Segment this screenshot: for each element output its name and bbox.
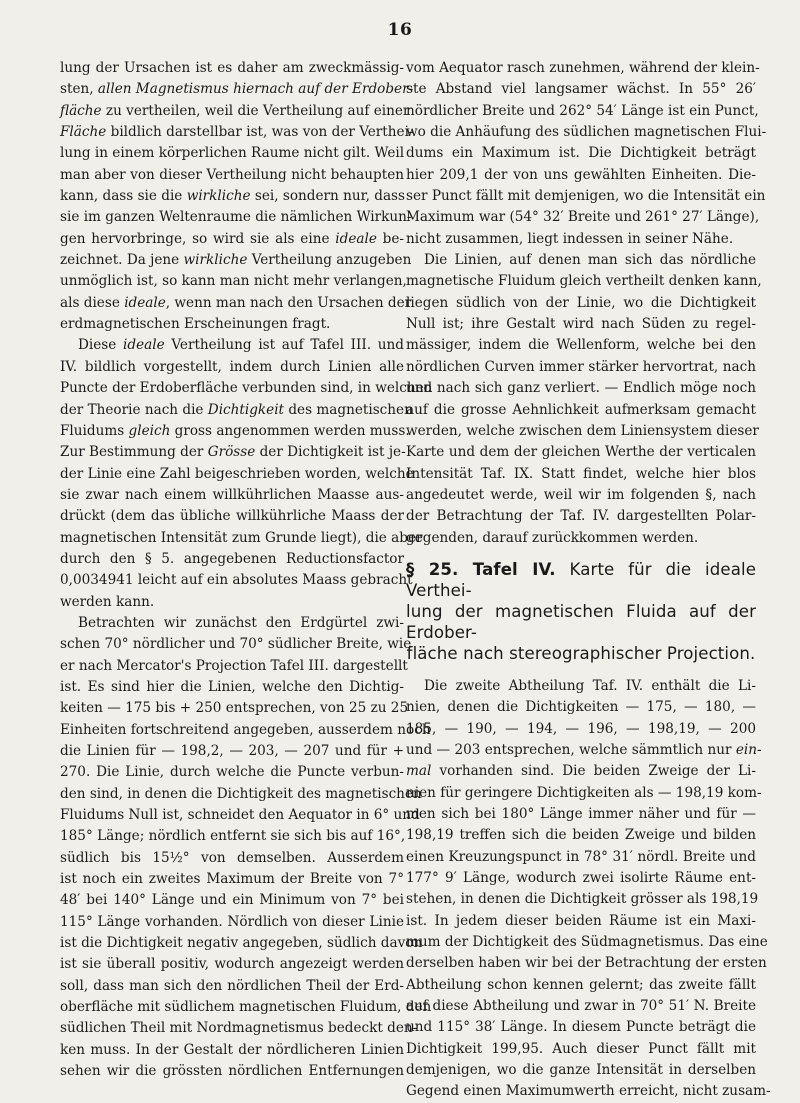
text-line xyxy=(406,719,756,740)
text-line xyxy=(60,954,404,975)
text-line xyxy=(406,378,756,399)
text-line xyxy=(60,207,412,228)
text-segment: men sich bei 180° Länge immer näher und für — xyxy=(406,805,756,822)
text-segment: südlichen Theil mit Nordmagnetismus bedeckt den- xyxy=(60,1020,418,1037)
emphasis: mal xyxy=(406,763,432,780)
text-segment: oberfläche mit südlichem magnetischen Fluidum, den xyxy=(60,999,432,1016)
text-line xyxy=(406,79,756,100)
text-segment: Dichtigkeit 199,95. Auch dieser Punct fällt mit xyxy=(406,1040,756,1057)
text-segment: 270. Die Linie, durch welche die Puncte verbun- xyxy=(60,764,404,781)
text-line xyxy=(406,250,756,271)
text-line xyxy=(60,933,423,954)
text-segment: des magnetischen xyxy=(284,401,413,418)
text-segment: gegenden, darauf zurückkommen werden. xyxy=(406,529,699,546)
text-line xyxy=(60,293,412,314)
text-segment: Fluidums xyxy=(60,422,129,439)
text-segment: nördlichen Curven immer stärker hervortrat, nach xyxy=(406,358,756,375)
text-segment: lung in einem körperlichen Raume nicht gilt. Weil xyxy=(60,145,405,162)
text-segment: Intensität Taf. IX. Statt findet, welche hier blos xyxy=(406,465,756,482)
text-segment: 115° Länge vorhanden. Nördlich von dieser Linie xyxy=(60,913,404,930)
text-line xyxy=(406,740,762,761)
text-segment: Abtheilung schon kennen gelernt; das zweite fällt xyxy=(406,976,756,993)
text-line xyxy=(60,314,404,335)
text-line xyxy=(406,58,760,79)
section-heading xyxy=(406,559,756,664)
text-segment: ist. Es sind hier die Linien, welche den Dichtig- xyxy=(60,678,404,695)
text-line xyxy=(406,889,759,910)
text-line xyxy=(60,485,404,506)
text-segment: wo die Anhäufung des südlichen magnetischen Flui- xyxy=(406,124,767,141)
text-segment: Fluidums Null ist, schneidet den Aequator in 6° und xyxy=(60,807,420,824)
text-segment: 0,0034941 leicht auf ein absolutes Maass gebracht xyxy=(60,572,413,589)
text-line xyxy=(60,720,431,741)
text-segment: und 115° 38′ Länge. In diesem Puncte beträgt die xyxy=(406,1019,756,1036)
text-line xyxy=(60,271,407,292)
text-segment: sei, sondern nur, dass xyxy=(250,188,405,205)
text-segment: Diese xyxy=(78,337,124,354)
paragraph xyxy=(406,58,767,250)
text-segment: sehen wir die grössten nördlichen Entfernungen xyxy=(60,1063,404,1080)
text-segment: Die Linien, auf denen man sich das nördliche xyxy=(424,252,756,269)
text-line xyxy=(60,677,404,698)
emphasis: ideale xyxy=(124,294,166,311)
text-segment: dums ein Maximum ist. Die Dichtigkeit beträgt xyxy=(406,145,756,162)
text-line xyxy=(406,122,767,143)
text-segment: keiten — 175 bis + 250 entsprechen, von 25 zu 25 xyxy=(60,700,409,717)
text-segment: liegen südlich von der Linie, wo die Dichtigkeit xyxy=(406,294,756,311)
text-segment: Puncte der Erdoberfläche verbunden sind, in welchen xyxy=(60,380,433,397)
text-segment: Die zweite Abtheilung Taf. IV. enthält die Li- xyxy=(424,677,756,694)
text-line xyxy=(60,400,413,421)
text-segment: sten, xyxy=(60,81,98,98)
emphasis: Fläche xyxy=(60,124,107,141)
text-line xyxy=(60,570,413,591)
right-column xyxy=(406,58,771,1103)
text-line xyxy=(406,314,756,335)
text-line xyxy=(60,912,404,933)
text-segment: durch den § 5. angegebenen Reductionsfactor xyxy=(60,550,404,567)
text-segment: ste Abstand viel langsamer wächst. In 55° 26′ xyxy=(406,81,756,98)
text-line xyxy=(60,464,414,485)
text-line xyxy=(406,143,756,164)
text-segment: magnetische Fluidum gleich vertheilt denken kann, xyxy=(406,273,762,290)
emphasis: allen Magnetismus hiernach auf der Erdober- xyxy=(97,81,414,98)
text-segment: der Linie eine Zahl beigeschrieben worden, welche xyxy=(60,465,414,482)
text-segment: stehen, in denen die Dichtigkeit grösser als 198,19 xyxy=(406,891,759,908)
text-line xyxy=(60,997,432,1018)
text-segment: ser Punct fällt mit demjenigen, wo die Intensität ein xyxy=(406,188,766,205)
text-segment: bildlich darstellbar ist, was von der Verthei- xyxy=(106,124,414,141)
text-segment: man aber von dieser Vertheilung nicht behaupten xyxy=(60,166,404,183)
text-line xyxy=(60,378,433,399)
text-line xyxy=(60,186,404,207)
text-line xyxy=(406,485,756,506)
emphasis: ideale xyxy=(123,337,165,354)
text-line xyxy=(60,634,412,655)
text-segment: Betrachten wir zunächst den Erdgürtel zwi- xyxy=(78,614,404,631)
text-line xyxy=(406,847,756,868)
text-segment: angedeutet werde, weil wir im folgenden §, nach xyxy=(406,486,756,503)
text-segment: und nach sich ganz verliert. — Endlich möge noch xyxy=(406,380,756,397)
text-segment: werden, welche zwischen dem Liniensystem dieser xyxy=(406,422,759,439)
text-segment: der Betrachtung der Taf. IV. dargestellten Polar- xyxy=(406,508,756,525)
text-line xyxy=(60,58,404,79)
emphasis: wirkliche xyxy=(186,188,251,205)
text-segment: Einheiten fortschreitend angegeben, ausserdem noch xyxy=(60,721,431,738)
text-line xyxy=(60,869,404,890)
text-line xyxy=(406,186,766,207)
text-line xyxy=(406,207,760,228)
text-segment: erdmagnetischen Erscheinungen fragt. xyxy=(60,316,331,333)
text-segment: den sind, in denen die Dichtigkeit des magnetischen xyxy=(60,785,422,802)
text-line xyxy=(406,804,756,825)
text-line xyxy=(60,805,420,826)
text-segment: Maximum war (54° 32′ Breite und 261° 27′ Länge), xyxy=(406,209,760,226)
text-segment: als diese xyxy=(60,294,125,311)
text-segment: ist noch ein zweites Maximum der Breite von 7° xyxy=(60,871,404,888)
text-segment: 48′ bei 140° Länge und ein Minimum von 7° bei xyxy=(60,892,404,909)
text-line xyxy=(406,165,756,186)
text-line xyxy=(60,784,422,805)
text-segment: unmöglich ist, so kann man nicht mehr verlangen, xyxy=(60,273,407,290)
text-line xyxy=(60,143,404,164)
text-line xyxy=(406,975,756,996)
text-line xyxy=(60,165,404,186)
text-segment: vom Aequator rasch zunehmen, während der klein- xyxy=(406,60,760,76)
emphasis: Grösse xyxy=(207,444,256,461)
text-line xyxy=(406,761,756,782)
text-segment: gross angenommen werden muss. xyxy=(170,422,410,439)
text-line xyxy=(60,122,414,143)
text-segment: , wenn man nach den Ursachen der xyxy=(165,294,412,311)
text-segment: nicht zusammen, liegt indessen in seiner Nähe. xyxy=(406,230,734,247)
text-line xyxy=(60,976,404,997)
text-segment: Zur Bestimmung der xyxy=(60,444,208,461)
text-line xyxy=(60,890,404,911)
text-segment: ken muss. In der Gestalt der nördlicheren Linien xyxy=(60,1041,404,1058)
text-line xyxy=(406,421,759,442)
text-line xyxy=(406,101,759,122)
section-heading-line: lung der magnetischen Fluida auf der Erdober- xyxy=(406,601,756,642)
text-segment: drückt (dem das übliche willkührliche Maass der xyxy=(60,508,404,525)
text-segment: 177° 9′ Länge, wodurch zwei isolirte Räume ent- xyxy=(406,870,756,886)
text-line xyxy=(406,1017,756,1038)
text-line xyxy=(60,442,404,463)
text-segment: magnetischen Intensität zum Grunde liegt), die aber xyxy=(60,529,423,546)
text-line xyxy=(60,101,410,122)
text-line xyxy=(60,421,410,442)
text-segment: mum der Dichtigkeit des Südmagnetismus. Das eine xyxy=(406,934,768,951)
text-line xyxy=(60,528,423,549)
text-line xyxy=(406,676,756,697)
text-line xyxy=(406,400,756,421)
text-line xyxy=(60,1018,418,1039)
text-line xyxy=(406,229,756,250)
text-line xyxy=(406,442,756,463)
text-line xyxy=(406,528,756,549)
text-line xyxy=(60,848,404,869)
paragraph xyxy=(406,250,762,549)
text-line xyxy=(406,932,768,953)
emphasis: gleich xyxy=(128,422,171,439)
text-line xyxy=(60,79,414,100)
text-segment: zeichnet. Da jene xyxy=(60,252,184,269)
text-segment: schen 70° nördlicher und 70° südlicher Breite, wie xyxy=(60,636,412,653)
text-line xyxy=(406,293,756,314)
text-segment: ist die Dichtigkeit negativ angegeben, südlich davon xyxy=(60,935,423,952)
text-segment: auf die grosse Aehnlichkeit aufmerksam gemacht xyxy=(406,401,756,418)
text-segment: nien, denen die Dichtigkeiten — 175, — 180, — xyxy=(406,699,756,716)
text-line xyxy=(60,592,404,613)
text-line xyxy=(406,783,762,804)
emphasis: Dichtigkeit xyxy=(207,401,285,418)
text-segment: er nach Mercator's Projection Tafel III. dargestellt xyxy=(60,657,408,674)
text-line xyxy=(406,271,762,292)
emphasis: ideale xyxy=(335,230,377,247)
text-segment: hier 209,1 der von uns gewählten Einheiten. Die- xyxy=(406,166,756,183)
text-segment: die Linien für — 198,2, — 203, — 207 und für + xyxy=(60,743,404,759)
text-line xyxy=(406,697,756,718)
text-segment: IV. bildlich vorgestellt, indem durch Linien alle xyxy=(60,358,404,375)
emphasis: fläche xyxy=(60,102,102,119)
text-segment: ist. In jedem dieser beiden Räume ist ein Maxi- xyxy=(406,912,756,929)
text-segment: Null ist; ihre Gestalt wird nach Süden zu regel- xyxy=(406,316,756,333)
text-line xyxy=(60,1040,404,1061)
page-number: 16 xyxy=(387,20,413,40)
text-segment: einen Kreuzungspunct in 78° 31′ nördl. Breite und xyxy=(406,848,756,865)
text-segment: werden kann. xyxy=(60,593,155,610)
text-segment: 185° Länge; nördlich entfernt sie sich bis auf 16°, xyxy=(60,828,406,845)
paragraph xyxy=(60,58,414,335)
text-segment: vorhanden sind. Die beiden Zweige der Li- xyxy=(431,763,756,780)
text-segment: ist sie überall positiv, wodurch angezeigt werden xyxy=(60,956,404,973)
text-segment: lung der Ursachen ist es daher am zweckmässig- xyxy=(60,60,404,76)
text-line xyxy=(60,250,412,271)
text-segment: nien für geringere Dichtigkeiten als — 198,19 kom- xyxy=(406,784,762,801)
text-line xyxy=(60,357,404,378)
text-line xyxy=(406,357,756,378)
text-line xyxy=(406,911,756,932)
text-line xyxy=(406,1060,756,1081)
emphasis: ein- xyxy=(735,741,762,758)
text-line xyxy=(60,741,404,762)
text-segment: derselben haben wir bei der Betrachtung der ersten xyxy=(406,955,767,972)
text-line xyxy=(60,762,404,783)
text-segment: 185, — 190, — 194, — 196, — 198,19, — 200 xyxy=(406,720,756,737)
text-line xyxy=(60,613,404,634)
text-segment: nördlicher Breite und 262° 54′ Länge ist ein Punct, xyxy=(406,102,759,119)
text-line xyxy=(60,826,404,847)
text-segment: 198,19 treffen sich die beiden Zweige und bilden xyxy=(406,827,756,844)
text-segment: Gegend einen Maximumwerth erreicht, nicht zusam- xyxy=(406,1083,771,1100)
section-heading-line: fläche nach stereographischer Projection. xyxy=(406,643,756,663)
text-line xyxy=(406,953,767,974)
text-segment: gen hervorbringe, so wird sie als eine xyxy=(60,230,336,247)
text-line xyxy=(60,549,404,570)
text-segment: der Theorie nach die xyxy=(60,401,208,418)
paragraph xyxy=(60,335,433,612)
text-segment: sie zwar nach einem willkührlichen Maasse aus- xyxy=(60,486,404,503)
text-segment: der Dichtigkeit ist je- xyxy=(255,444,406,461)
text-line xyxy=(60,229,404,250)
text-segment: Vertheilung ist auf Tafel III. und xyxy=(164,337,404,354)
text-line xyxy=(406,506,756,527)
text-line xyxy=(406,868,756,889)
text-segment: auf diese Abtheilung und zwar in 70° 51′ N. Breite xyxy=(406,998,756,1015)
text-line xyxy=(60,506,404,527)
section-heading-number: § 25. Tafel IV. xyxy=(406,559,556,579)
text-line xyxy=(406,464,756,485)
text-line xyxy=(60,1061,404,1082)
text-segment: Vertheilung anzugeben xyxy=(247,252,412,269)
text-segment: mässiger, indem die Wellenform, welche bei den xyxy=(406,337,756,354)
section-heading-text: Karte für die ideale Verthei- xyxy=(406,559,756,600)
text-line xyxy=(406,825,756,846)
text-segment: Karte und dem der gleichen Werthe der verticalen xyxy=(406,444,756,461)
text-segment: südlich bis 15½° von demselben. Ausserdem xyxy=(60,849,404,866)
emphasis: wirkliche xyxy=(183,252,248,269)
text-segment: und — 203 entsprechen, welche sämmtlich nur xyxy=(406,741,736,758)
text-segment: demjenigen, wo die ganze Intensität in derselben xyxy=(406,1062,756,1079)
text-segment: soll, dass man sich den nördlichen Theil der Erd- xyxy=(60,977,404,994)
text-line xyxy=(60,335,404,356)
text-line xyxy=(60,656,408,677)
text-segment: kann, dass sie die xyxy=(60,188,187,205)
text-line xyxy=(406,1039,756,1060)
text-segment: be- xyxy=(376,230,404,247)
paragraph xyxy=(406,676,771,1103)
text-segment: sie im ganzen Weltenraume die nämlichen Wirkun- xyxy=(60,209,412,226)
text-line xyxy=(406,1081,771,1102)
text-line xyxy=(406,335,756,356)
text-segment: zu vertheilen, weil die Vertheilung auf einer xyxy=(101,102,410,119)
text-line xyxy=(406,996,756,1017)
text-line xyxy=(60,698,409,719)
